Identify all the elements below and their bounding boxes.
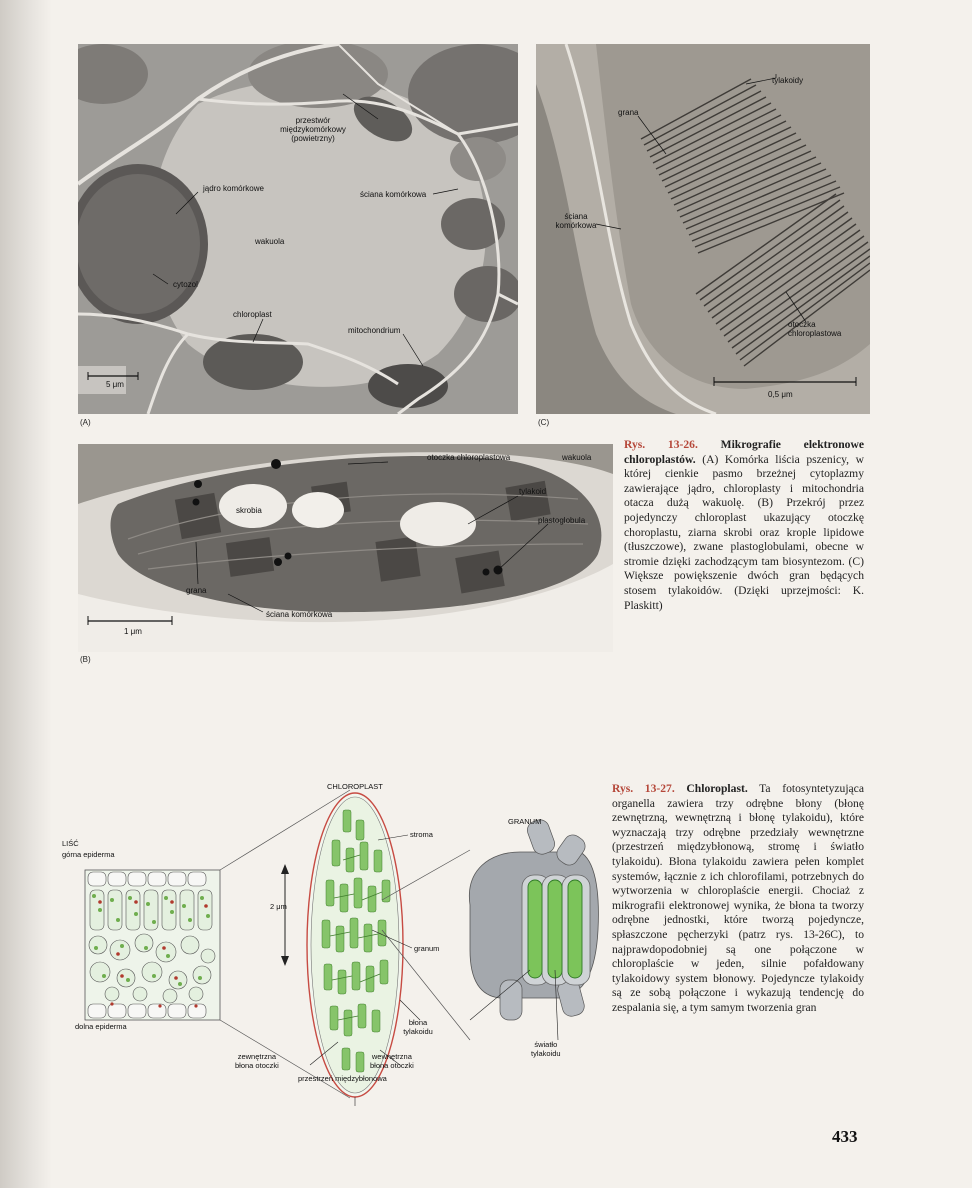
micrograph-a [78,44,518,414]
label-thylakoid-membrane: błona tylakoidu [403,1018,433,1036]
caption-13-27-number: Rys. 13-27. [612,782,675,795]
scale-label-b: 1 μm [124,627,142,636]
label-thylakoids: tylakoidy [772,76,804,85]
label-inner-membrane: wewnętrzna błona otoczki [370,1052,414,1070]
micrograph-c [536,44,870,414]
panel-letter-b: (B) [80,655,91,664]
label-size: 2 μm [270,902,287,911]
label-starch: skrobia [236,506,262,515]
label-envelope-b: otoczka chloroplastowa [427,453,511,462]
label-leaf: LIŚĆ [62,839,79,848]
caption-13-27 [612,782,864,1016]
label-mitochondrium: mitochondrium [348,326,401,335]
label-lumen: światło tylakoidu [531,1040,561,1058]
chloroplast-diagram [60,780,600,1110]
label-granum-title: GRANUM [508,817,542,826]
granum-model [469,817,598,1020]
scale-label-a: 5 μm [106,380,124,389]
label-intermembrane-space: przestrzeń międzybłonowa [298,1074,387,1083]
page-number: 433 [832,1127,858,1146]
leaf-section [85,870,220,1020]
micrograph-b [78,444,613,652]
caption-13-26 [624,438,864,613]
label-granum: granum [414,944,440,953]
label-plastoglobule: plastoglobula [538,516,586,525]
label-cell-wall-a: ściana komórkowa [360,190,427,199]
label-upper-epidermis: górna epiderma [62,850,115,859]
caption-13-27-text: Ta fotosyntetyzująca organella zawiera trzy odrębne błony (błonę zewnętrzną, wewnętrzną i błonę tylakoidu), które wyznaczają trzy odrębne przedziały wewnętrzne (przestrzeń międzybłonową, stromę i światło tylakoidu). Błona tylakoidu zawiera pełen komplet systemów, łącznie z ich chlorofilami, potrzebnych do wytworzenia w chloroplaście energii. Chociaż z mikrografii elektronowej wynika, że błona ta tworzy odrębne jednostki, które tworzą pojedyncze, spłaszczone pęcherzyki (patrz rys. 13-26C), to najprawdopodobniej są one połączone w chloroplaście w jeden, silnie pofałdowany tylakoidowy system błonowy. Pojedyncze tylakoidy są ze sobą połączone i wykazują tendencję do zespalania się, a tym samym tworzenia gran [612,782,864,1014]
label-cell-wall-b: ściana komórkowa [266,610,333,619]
label-grana-b: grana [186,586,207,595]
label-chloroplast-title: CHLOROPLAST [327,782,383,791]
label-air-space: przestwór międzykomórkowy (powietrzny) [280,116,346,143]
caption-13-26-number: Rys. 13-26. [624,438,698,451]
caption-13-27-title: Chloroplast. [686,782,748,795]
label-outer-membrane: zewnętrzna błona otoczki [235,1052,279,1070]
caption-13-26-title: Mikrografie elektronowe chloroplastów. [624,438,864,466]
caption-13-26-text: (A) Komórka liścia pszenicy, w której cienkie pasmo brzeżnej cytoplazmy zawierające jądro, chloroplasty i mitochondria otacza dużą wakuolę. (B) Przekrój przez pojedynczy chloroplast ukazujący otoczkę choroplastu, ziarna skrobi oraz krople lipidowe (tłuszczowe), zwane plastoglobulami, obecne w stromie dzięki zachodzącym tam biosyntezom. (C) Większe powiększenie dwóch gran będących stosem tylakoidów. (Dzięki uprzejmości: K. Plaskitt) [624,452,864,612]
label-cytosol: cytozol [173,280,198,289]
micrograph-b-image [78,444,613,652]
label-cell-wall-c: ściana komórkowa [555,212,597,230]
label-vacuole-a: wakuola [255,237,285,246]
label-envelope-c: otoczka chloroplastowa [788,320,842,338]
label-stroma: stroma [410,830,433,839]
panel-letter-c: (C) [538,418,550,427]
label-thylakoid-b: tylakoid [519,487,547,496]
micrograph-a-image [78,44,518,414]
label-lower-epidermis: dolna epiderma [75,1022,127,1031]
label-grana-c: grana [618,108,639,117]
panel-letter-a: (A) [80,418,91,427]
label-nucleus: jądro komórkowe [203,184,264,193]
page-shadow [0,0,52,1188]
label-chloroplast-a: chloroplast [233,310,272,319]
scale-label-c: 0,5 μm [768,390,793,399]
label-vacuole-b: wakuola [562,453,592,462]
